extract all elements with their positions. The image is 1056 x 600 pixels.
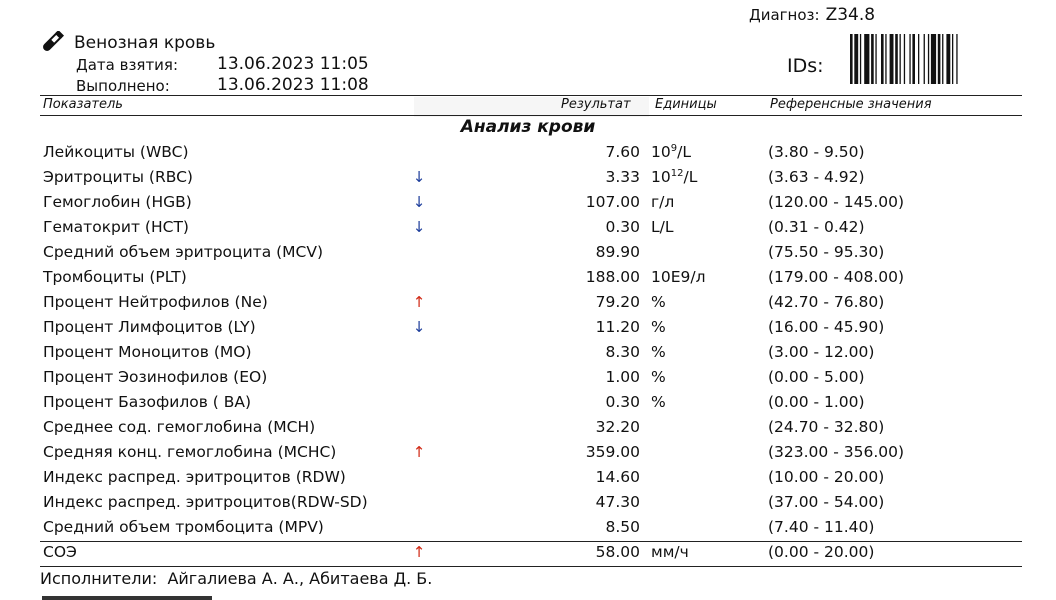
row-value: 79.20 xyxy=(595,293,640,311)
row-value: 359.00 xyxy=(585,443,640,461)
row-name: Процент Моноцитов (MO) xyxy=(43,343,252,361)
table-row xyxy=(0,141,1056,166)
barcode-bar xyxy=(850,34,853,84)
diagnosis-code: Z34.8 xyxy=(825,5,876,25)
table-row xyxy=(0,541,1056,566)
row-reference: (7.40 - 11.40) xyxy=(768,518,875,536)
row-value: 1.00 xyxy=(605,368,640,386)
table-row xyxy=(0,241,1056,266)
executors-names: Айгалиева А. А., Абитаева Д. Б. xyxy=(167,569,433,588)
row-reference: (37.00 - 54.00) xyxy=(768,493,885,511)
row-reference: (3.63 - 4.92) xyxy=(768,168,865,186)
row-reference: (16.00 - 45.90) xyxy=(768,318,885,336)
barcode-bar xyxy=(885,34,886,84)
row-reference: (0.00 - 20.00) xyxy=(768,543,875,561)
cropped-line xyxy=(42,596,212,600)
row-reference: (75.50 - 95.30) xyxy=(768,243,885,261)
table-row xyxy=(0,316,1056,341)
barcode-bar xyxy=(900,34,901,84)
table-bottom-rule xyxy=(40,566,1022,567)
barcode-bar xyxy=(956,34,957,84)
executors xyxy=(40,569,432,588)
before-last-rule xyxy=(40,541,1022,542)
unit-exponent: 12 xyxy=(670,168,684,179)
row-value: 7.60 xyxy=(605,143,640,161)
row-name: Средняя конц. гемоглобина (MCHC) xyxy=(43,443,337,461)
row-name: Процент Базофилов ( BA) xyxy=(43,393,252,411)
barcode-bar xyxy=(875,34,876,84)
table-row xyxy=(0,391,1056,416)
barcode-bar xyxy=(928,34,929,84)
section-title: Анализ крови xyxy=(460,117,596,137)
taken-value: 13.06.2023 11:05 xyxy=(217,54,369,74)
row-name: Процент Нейтрофилов (Ne) xyxy=(43,293,268,311)
table-row xyxy=(0,416,1056,441)
barcode-bar xyxy=(881,34,884,84)
row-unit xyxy=(651,143,691,161)
flag-down-icon: ↓ xyxy=(412,193,426,211)
row-name: Процент Лимфоцитов (LY) xyxy=(43,318,256,336)
header-rule xyxy=(40,115,1022,116)
row-value: 32.20 xyxy=(595,418,640,436)
col-ref-header: Референсные значения xyxy=(770,97,932,112)
sample-type: Венозная кровь xyxy=(74,33,216,53)
row-reference: (0.00 - 5.00) xyxy=(768,368,865,386)
barcode-bar xyxy=(871,34,874,84)
col-name-header: Показатель xyxy=(43,97,123,112)
row-value: 8.50 xyxy=(605,518,640,536)
row-value: 0.30 xyxy=(605,218,640,236)
row-name: Средний объем тромбоцита (MPV) xyxy=(43,518,324,536)
flag-down-icon: ↓ xyxy=(412,318,426,336)
table-row xyxy=(0,366,1056,391)
table-top-rule xyxy=(40,95,1022,96)
row-name: Гематокрит (HCT) xyxy=(43,218,189,236)
barcode-bar xyxy=(890,34,894,84)
executors-label: Исполнители: xyxy=(40,569,158,588)
flag-up-icon: ↑ xyxy=(412,443,426,461)
table-row xyxy=(0,216,1056,241)
row-name: Индекс распред. эритроцитов (RDW) xyxy=(43,468,346,486)
unit-base: 10 xyxy=(651,168,671,187)
row-reference: (24.70 - 32.80) xyxy=(768,418,885,436)
row-value: 8.30 xyxy=(605,343,640,361)
barcode-bar xyxy=(924,34,925,84)
col-units-header: Единицы xyxy=(655,97,717,112)
barcode-bar xyxy=(904,34,905,84)
flag-down-icon: ↓ xyxy=(412,218,426,236)
table-row xyxy=(0,441,1056,466)
row-unit: % xyxy=(651,318,666,336)
unit-exponent: 9 xyxy=(670,143,678,154)
done-value: 13.06.2023 11:08 xyxy=(217,75,369,95)
table-row xyxy=(0,491,1056,516)
row-reference: (3.80 - 9.50) xyxy=(768,143,865,161)
row-reference: (0.31 - 0.42) xyxy=(768,218,865,236)
unit-tail: /L xyxy=(683,168,698,187)
test-tube-icon xyxy=(40,31,64,53)
row-value: 188.00 xyxy=(585,268,640,286)
table-row xyxy=(0,291,1056,316)
row-value: 0.30 xyxy=(605,393,640,411)
row-unit: % xyxy=(651,343,666,361)
unit-base: 10 xyxy=(651,143,671,162)
table-row xyxy=(0,466,1056,491)
ids-label: IDs: xyxy=(787,55,824,77)
barcode-bar xyxy=(912,34,915,84)
row-name: Тромбоциты (PLT) xyxy=(43,268,187,286)
row-value: 58.00 xyxy=(595,543,640,561)
row-reference: (179.00 - 408.00) xyxy=(768,268,905,286)
table-row xyxy=(0,166,1056,191)
diagnosis xyxy=(749,5,875,25)
unit-tail: /L xyxy=(677,143,691,162)
row-reference: (323.00 - 356.00) xyxy=(768,443,905,461)
row-name: Лейкоциты (WBC) xyxy=(43,143,189,161)
row-unit: % xyxy=(651,293,666,311)
barcode-bar xyxy=(860,34,861,84)
row-reference: (42.70 - 76.80) xyxy=(768,293,885,311)
row-unit: % xyxy=(651,368,666,386)
flag-up-icon: ↑ xyxy=(412,293,426,311)
table-row xyxy=(0,266,1056,291)
flag-up-icon: ↑ xyxy=(412,543,426,561)
barcode-bar xyxy=(952,34,953,84)
row-reference: (0.00 - 1.00) xyxy=(768,393,865,411)
row-reference: (10.00 - 20.00) xyxy=(768,468,885,486)
row-name: СОЭ xyxy=(43,543,77,561)
row-unit xyxy=(651,168,697,186)
row-unit: % xyxy=(651,393,666,411)
row-value: 89.90 xyxy=(595,243,640,261)
table-row xyxy=(0,341,1056,366)
barcode-bar xyxy=(895,34,898,84)
row-unit: мм/ч xyxy=(651,543,689,561)
row-name: Среднее сод. гемоглобина (MCH) xyxy=(43,418,316,436)
barcode-bar xyxy=(946,34,950,84)
barcode-bar xyxy=(942,34,943,84)
done-label: Выполнено: xyxy=(76,77,170,95)
row-name: Индекс распред. эритроцитов(RDW-SD) xyxy=(43,493,368,511)
row-reference: (3.00 - 12.00) xyxy=(768,343,875,361)
row-name: Средний объем эритроцита (MCV) xyxy=(43,243,324,261)
row-unit: 10E9/л xyxy=(651,268,706,286)
barcode-bar xyxy=(918,34,919,84)
barcode-bar xyxy=(854,34,858,84)
row-unit: г/л xyxy=(651,193,675,211)
taken-label: Дата взятия: xyxy=(76,56,179,74)
table-row xyxy=(0,516,1056,541)
barcode-bar xyxy=(938,34,941,84)
row-value: 107.00 xyxy=(585,193,640,211)
diagnosis-label: Диагноз: xyxy=(749,6,820,24)
table-row xyxy=(0,191,1056,216)
row-value: 3.33 xyxy=(605,168,640,186)
flag-down-icon: ↓ xyxy=(412,168,426,186)
barcode-bar xyxy=(931,34,936,84)
barcode-bar xyxy=(864,34,869,84)
barcode-bar xyxy=(909,34,910,84)
row-reference: (120.00 - 145.00) xyxy=(768,193,905,211)
row-name: Процент Эозинофилов (EO) xyxy=(43,368,268,386)
col-result-header: Результат xyxy=(561,97,631,112)
row-value: 47.30 xyxy=(595,493,640,511)
row-value: 11.20 xyxy=(595,318,640,336)
row-unit: L/L xyxy=(651,218,674,236)
row-name: Эритроциты (RBC) xyxy=(43,168,193,186)
barcode xyxy=(850,34,1006,84)
row-value: 14.60 xyxy=(595,468,640,486)
row-name: Гемоглобин (HGB) xyxy=(43,193,192,211)
